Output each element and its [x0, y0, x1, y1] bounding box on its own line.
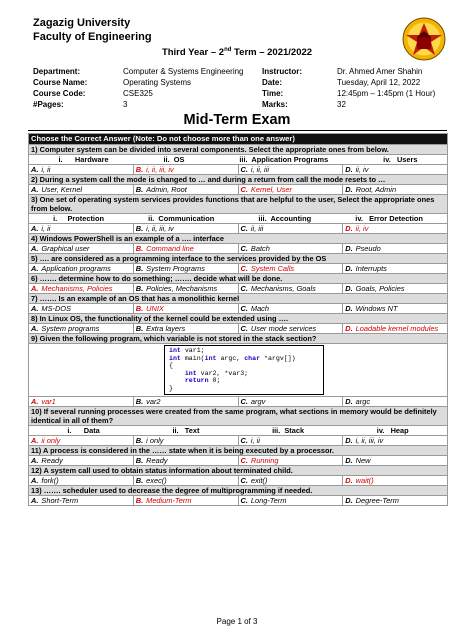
options-row — [29, 435, 448, 445]
pages-label: #Pages: — [33, 100, 64, 109]
option-letter: A. — [31, 165, 39, 174]
option-text: wait() — [355, 475, 374, 485]
option-letter: A. — [31, 396, 39, 406]
options-row — [29, 455, 448, 465]
question-items — [29, 425, 448, 435]
option-text: i, ii, iii — [250, 165, 269, 174]
course-name-value: Operating Systems — [123, 78, 192, 87]
questions-table — [28, 133, 448, 506]
option-letter: C. — [240, 324, 248, 333]
option-text: Ready — [41, 455, 63, 465]
option-letter: A. — [31, 185, 39, 194]
option-b[interactable] — [133, 475, 238, 485]
question-row — [29, 445, 448, 455]
options-row — [29, 165, 448, 175]
option-text: Long-Term — [250, 495, 287, 505]
question-text: 9) Given the following program, which variable is not stored in the stack section? — [29, 334, 448, 344]
option-text: User mode services — [250, 324, 317, 333]
option-letter: A. — [31, 264, 39, 273]
question-text: 1) Computer system can be divided into several components. Select the appropriate ones from below. — [29, 145, 448, 155]
option-d[interactable] — [343, 435, 448, 445]
option-text: Windows NT — [355, 304, 398, 313]
option-a[interactable] — [29, 224, 134, 234]
option-text: ii, iv — [355, 165, 369, 174]
option-text: exit() — [250, 475, 268, 485]
option-text: ii only — [41, 435, 61, 445]
option-text: ii, iii — [250, 224, 264, 233]
option-text: Short-Term — [41, 495, 79, 505]
date-label: Date: — [262, 78, 283, 87]
code-line: int main(int argc, char *argv[]) — [169, 354, 296, 362]
option-letter: C. — [240, 455, 248, 465]
question-row — [29, 145, 448, 155]
question-items — [29, 214, 448, 224]
term-heading — [0, 47, 474, 58]
option-letter: D. — [345, 304, 353, 313]
option-letter: C. — [240, 475, 248, 485]
option-text: System programs — [41, 324, 100, 333]
option-c[interactable] — [238, 264, 343, 274]
code-line: { — [169, 362, 173, 370]
option-letter: C. — [240, 185, 248, 194]
option-letter: A. — [31, 224, 39, 233]
option-b[interactable] — [133, 264, 238, 274]
option-text: Application programs — [41, 264, 111, 273]
option-letter: A. — [31, 495, 39, 505]
option-d[interactable] — [343, 396, 448, 406]
option-text: Mach — [250, 304, 269, 313]
question-row — [29, 254, 448, 264]
question-text: 7) ……. Is an example of an OS that has a monolithic kernel — [29, 294, 448, 304]
question-text: 12) A system call used to obtain status information about terminated child. — [29, 465, 448, 475]
option-letter: C. — [240, 244, 248, 253]
option-letter: B. — [135, 264, 144, 273]
option-d[interactable] — [343, 304, 448, 314]
course-code-label: Course Code: — [33, 89, 86, 98]
option-d[interactable] — [343, 165, 448, 175]
option-letter: C. — [240, 165, 248, 174]
option-a[interactable] — [29, 264, 134, 274]
option-text: Medium-Term — [146, 495, 192, 505]
code-cell — [29, 344, 448, 397]
option-text: argv — [250, 396, 266, 406]
option-letter: B. — [135, 324, 144, 333]
option-text: i, ii — [41, 224, 51, 233]
option-letter: B. — [135, 185, 144, 194]
option-letter: C. — [240, 396, 248, 406]
option-letter: D. — [345, 396, 353, 406]
question-item: iv. Users — [383, 155, 418, 164]
option-b[interactable] — [133, 185, 238, 195]
option-text: Pseudo — [355, 244, 381, 253]
option-b[interactable] — [133, 165, 238, 175]
question-text: 6) ……. determine how to do something; ……. decide what will be done. — [29, 274, 448, 284]
question-item: i. Hardware — [58, 155, 109, 164]
option-text: Degree-Term — [355, 495, 399, 505]
option-c[interactable] — [238, 304, 343, 314]
option-b[interactable] — [133, 224, 238, 234]
option-text: Command line — [146, 244, 194, 253]
option-a[interactable] — [29, 455, 134, 465]
question-row — [29, 406, 448, 425]
question-text: 4) Windows PowerShell is an example of a …. interface — [29, 234, 448, 244]
option-text: Extra layers — [146, 324, 186, 333]
option-letter: D. — [345, 475, 353, 485]
option-c[interactable] — [238, 185, 343, 195]
question-text: 2) During a system call the mode is changed to … and during a return from call the mode resets to … — [29, 175, 448, 185]
option-letter: C. — [240, 264, 248, 273]
option-text: i, ii, iii, iv — [146, 165, 174, 174]
option-d[interactable] — [343, 185, 448, 195]
option-letter: B. — [135, 284, 144, 293]
option-letter: B. — [135, 244, 144, 253]
marks-value: 32 — [337, 100, 346, 109]
option-c[interactable] — [238, 244, 343, 254]
term-prefix: Third Year – 2 — [161, 47, 225, 59]
option-letter: C. — [240, 495, 248, 505]
option-c[interactable] — [238, 455, 343, 465]
option-text: exec() — [146, 475, 167, 485]
pages-value: 3 — [123, 100, 128, 109]
option-letter: D. — [345, 264, 353, 273]
option-text: Mechanisms, Policies — [41, 284, 113, 293]
option-letter: B. — [135, 495, 144, 505]
option-letter: D. — [345, 284, 353, 293]
option-text: i, ii — [250, 435, 260, 445]
option-letter: B. — [135, 304, 144, 313]
option-d[interactable] — [343, 495, 448, 505]
option-c[interactable] — [238, 435, 343, 445]
department-value: Computer & Systems Engineering — [123, 67, 244, 76]
option-c[interactable] — [238, 224, 343, 234]
options-row — [29, 304, 448, 314]
option-letter: D. — [345, 495, 353, 505]
options-row — [29, 396, 448, 406]
code-line: } — [169, 384, 173, 392]
option-a[interactable] — [29, 475, 134, 485]
options-row — [29, 324, 448, 334]
question-items — [29, 155, 448, 165]
option-b[interactable] — [133, 435, 238, 445]
question-item: i. Protection — [53, 214, 104, 223]
options-row — [29, 244, 448, 254]
option-letter: A. — [31, 244, 39, 253]
question-item: ii. Text — [172, 425, 200, 435]
course-name-label: Course Name: — [33, 78, 88, 87]
option-letter: D. — [345, 224, 353, 233]
option-text: var2 — [146, 396, 161, 406]
option-letter: B. — [135, 475, 144, 485]
option-letter: A. — [31, 455, 39, 465]
department-label: Department: — [33, 67, 81, 76]
code-line: return 0; — [184, 377, 221, 385]
option-text: System Programs — [146, 264, 205, 273]
option-text: Running — [250, 455, 279, 465]
time-label: Time: — [262, 89, 284, 98]
option-b[interactable] — [133, 304, 238, 314]
option-letter: C. — [240, 284, 248, 293]
option-letter: B. — [135, 396, 144, 406]
option-letter: A. — [31, 284, 39, 293]
option-a[interactable] — [29, 396, 134, 406]
options-row — [29, 224, 448, 234]
option-text: i, ii — [41, 165, 51, 174]
section-header: Choose the Correct Answer (Note: Do not choose more than one answer) — [29, 134, 448, 145]
question-row — [29, 314, 448, 324]
options-row — [29, 475, 448, 485]
option-letter: D. — [345, 455, 353, 465]
option-d[interactable] — [343, 264, 448, 274]
code-row — [29, 344, 448, 397]
question-items-row — [29, 214, 448, 224]
option-text: New — [355, 455, 371, 465]
time-value: 12:45pm – 1:45pm (1 Hour) — [337, 89, 436, 98]
question-item: i. Data — [67, 425, 100, 435]
question-text: 13) ……. scheduler used to decrease the degree of multiprogramming if needed. — [29, 485, 448, 495]
option-letter: D. — [345, 244, 353, 253]
question-row — [29, 195, 448, 214]
option-letter: A. — [31, 475, 39, 485]
option-text: var1 — [41, 396, 56, 406]
option-b[interactable] — [133, 324, 238, 334]
option-d[interactable] — [343, 284, 448, 294]
option-b[interactable] — [133, 495, 238, 505]
option-letter: B. — [135, 435, 144, 445]
option-a[interactable] — [29, 284, 134, 294]
option-a[interactable] — [29, 495, 134, 505]
option-letter: D. — [345, 185, 353, 194]
option-text: Ready — [146, 455, 168, 465]
exam-title: Mid-Term Exam — [183, 112, 291, 128]
option-text: UNIX — [146, 304, 164, 313]
option-a[interactable] — [29, 304, 134, 314]
option-text: Root, Admin — [355, 185, 397, 194]
option-c[interactable] — [238, 165, 343, 175]
question-items-row — [29, 155, 448, 165]
option-text: Graphical user — [41, 244, 90, 253]
instructor-label: Instructor: — [262, 67, 302, 76]
option-text: Mechanisms, Goals — [250, 284, 316, 293]
option-text: i, ii, iii, iv — [355, 435, 384, 445]
options-row — [29, 284, 448, 294]
question-item: iii. Accounting — [258, 214, 312, 223]
question-text: 11) A process is considered in the …… state when it is being executed by a processor. — [29, 445, 448, 455]
option-letter: A. — [31, 304, 39, 313]
option-d[interactable] — [343, 475, 448, 485]
option-text: fork() — [41, 475, 59, 485]
option-d[interactable] — [343, 455, 448, 465]
option-c[interactable] — [238, 495, 343, 505]
option-letter: B. — [135, 165, 144, 174]
question-item: iii. Stack — [272, 425, 305, 435]
option-text: Loadable kernel modules — [355, 324, 439, 333]
option-c[interactable] — [238, 475, 343, 485]
options-row — [29, 495, 448, 505]
option-c[interactable] — [238, 396, 343, 406]
question-row — [29, 294, 448, 304]
code-line: int var2, *var3; — [184, 369, 249, 377]
question-row — [29, 234, 448, 244]
option-text: ii, iv — [355, 224, 369, 233]
option-b[interactable] — [133, 455, 238, 465]
title-rule — [28, 130, 447, 131]
question-item: ii. OS — [163, 155, 185, 164]
option-letter: C. — [240, 435, 248, 445]
option-text: Admin, Root — [146, 185, 187, 194]
option-c[interactable] — [238, 284, 343, 294]
options-row — [29, 264, 448, 274]
question-text: 8) In Linux OS, the functionality of the kernel could be extended using …. — [29, 314, 448, 324]
question-item: iii. Application Programs — [239, 155, 329, 164]
option-a[interactable] — [29, 324, 134, 334]
option-b[interactable] — [133, 244, 238, 254]
code-line: int var1; — [169, 347, 205, 354]
option-letter: A. — [31, 435, 39, 445]
option-d[interactable] — [343, 224, 448, 234]
option-b[interactable] — [133, 396, 238, 406]
faculty-name: Faculty of Engineering — [33, 31, 152, 43]
question-items-row — [29, 425, 448, 435]
option-text: User, Kernel — [41, 185, 83, 194]
option-text: Policies, Mechanisms — [146, 284, 218, 293]
option-text: argc — [355, 396, 371, 406]
option-letter: D. — [345, 324, 353, 333]
option-letter: A. — [31, 324, 39, 333]
question-row — [29, 485, 448, 495]
marks-label: Marks: — [262, 100, 288, 109]
option-c[interactable] — [238, 324, 343, 334]
option-text: i only — [146, 435, 164, 445]
code-block — [164, 345, 324, 395]
term-suffix: Term – 2021/2022 — [231, 47, 313, 59]
question-row — [29, 465, 448, 475]
term-sup: nd — [224, 47, 232, 53]
option-b[interactable] — [133, 284, 238, 294]
option-a[interactable] — [29, 185, 134, 195]
option-a[interactable] — [29, 244, 134, 254]
option-d[interactable] — [343, 244, 448, 254]
question-item: iv. Error Detection — [355, 214, 423, 223]
page-footer: Page 1 of 3 — [216, 617, 258, 626]
instructor-value: Dr. Ahmed Amer Shahin — [337, 67, 423, 76]
options-row — [29, 185, 448, 195]
university-name: Zagazig University — [33, 17, 131, 29]
option-letter: D. — [345, 165, 353, 174]
question-row — [29, 175, 448, 185]
option-d[interactable] — [343, 324, 448, 334]
option-letter: D. — [345, 435, 353, 445]
option-a[interactable] — [29, 165, 134, 175]
option-a[interactable] — [29, 435, 134, 445]
course-code-value: CSE325 — [123, 89, 153, 98]
option-text: i, ii, iii, iv — [146, 224, 174, 233]
question-row — [29, 274, 448, 284]
option-letter: C. — [240, 224, 248, 233]
option-text: MS-DOS — [41, 304, 71, 313]
option-letter: C. — [240, 304, 248, 313]
question-item: ii. Communication — [148, 214, 215, 223]
question-text: 3) One set of operating system services provides functions that are helpful to the user, Select the appropriate ones from below. — [29, 195, 448, 214]
option-text: Kernel, User — [250, 185, 292, 194]
option-text: Goals, Policies — [355, 284, 405, 293]
question-item: iv. Heap — [376, 425, 409, 435]
question-text: 5) …. are considered as a programming interface to the services provided by the OS — [29, 254, 448, 264]
option-text: System Calls — [250, 264, 295, 273]
option-text: Batch — [250, 244, 270, 253]
question-row — [29, 334, 448, 344]
option-letter: B. — [135, 455, 144, 465]
date-value: Tuesday, April 12, 2022 — [337, 78, 421, 87]
question-text: 10) If several running processes were created from the same program, what sections in memory would be definitely identical in all of them? — [29, 406, 448, 425]
option-text: Interrupts — [355, 264, 387, 273]
option-letter: B. — [135, 224, 144, 233]
